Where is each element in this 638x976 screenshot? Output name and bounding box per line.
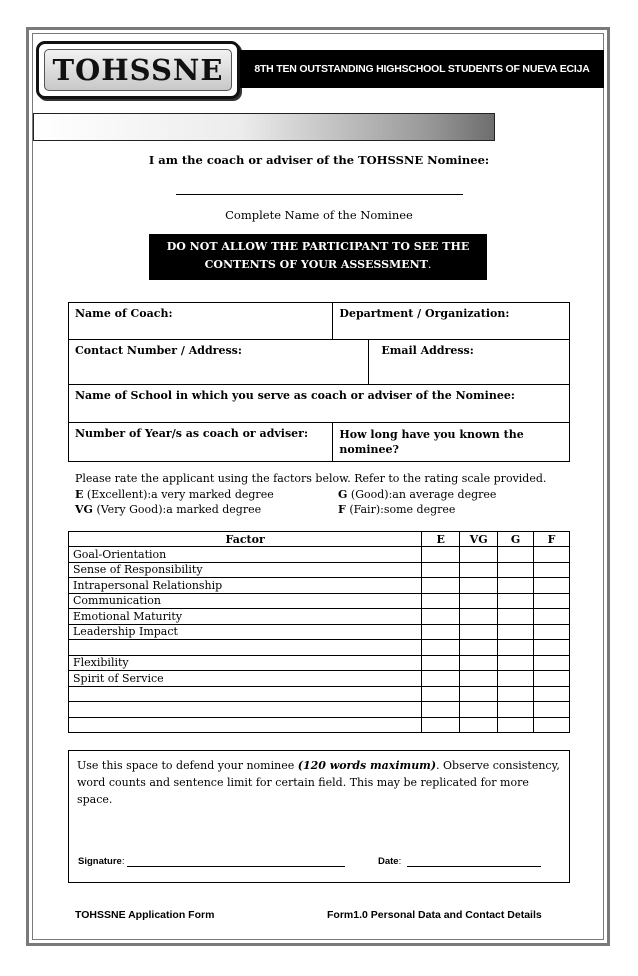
scale-vg <box>75 503 261 516</box>
rating-cell-vg[interactable] <box>460 547 498 563</box>
factor-label <box>69 702 422 718</box>
rating-cell-e[interactable] <box>422 562 460 578</box>
rating-cell-e[interactable] <box>422 655 460 671</box>
rating-cell-g[interactable] <box>498 655 534 671</box>
rating-cell-vg[interactable] <box>460 686 498 702</box>
rating-cell-f[interactable] <box>534 655 570 671</box>
date-line[interactable] <box>407 866 541 867</box>
rating-cell-g[interactable] <box>498 547 534 563</box>
scale-e <box>75 488 274 501</box>
signature-line[interactable] <box>127 866 345 867</box>
footer-right: Form1.0 Personal Data and Contact Details <box>327 909 542 921</box>
rating-cell-g[interactable] <box>498 609 534 625</box>
factor-row <box>69 593 570 609</box>
rating-cell-vg[interactable] <box>460 640 498 656</box>
rating-cell-e[interactable] <box>422 671 460 687</box>
years-field[interactable]: Number of Year/s as coach or adviser: <box>69 423 333 462</box>
defend-text-before: Use this space to defend your nominee <box>77 759 298 772</box>
rating-cell-f[interactable] <box>534 702 570 718</box>
rating-cell-f[interactable] <box>534 562 570 578</box>
footer-left: TOHSSNE Application Form <box>75 909 215 921</box>
nominee-name-caption: Complete Name of the Nominee <box>225 208 413 222</box>
header-banner <box>240 50 604 88</box>
rating-cell-g[interactable] <box>498 640 534 656</box>
factor-label: Communication <box>69 593 422 609</box>
rating-cell-f[interactable] <box>534 640 570 656</box>
scale-e-desc: (Excellent):a very marked degree <box>86 487 274 501</box>
factor-row <box>69 655 570 671</box>
rating-cell-f[interactable] <box>534 671 570 687</box>
name-of-coach-field[interactable]: Name of Coach: <box>69 303 333 340</box>
email-field[interactable]: Email Address: <box>369 340 570 385</box>
factor-row <box>69 686 570 702</box>
factor-table-body <box>69 547 570 733</box>
rating-cell-vg[interactable] <box>460 671 498 687</box>
factor-row <box>69 624 570 640</box>
warning-period: . <box>427 258 432 271</box>
rating-cell-f[interactable] <box>534 547 570 563</box>
how-long-field[interactable]: How long have you known the nominee? <box>333 423 570 462</box>
rating-cell-g[interactable] <box>498 562 534 578</box>
warning-line-1: DO NOT ALLOW THE PARTICIPANT TO SEE THE <box>166 240 470 253</box>
signature-label: Signature <box>78 856 122 867</box>
factor-rating-table <box>68 531 570 733</box>
rating-cell-f[interactable] <box>534 578 570 594</box>
contact-field[interactable]: Contact Number / Address: <box>69 340 369 385</box>
rating-cell-vg[interactable] <box>460 655 498 671</box>
department-field[interactable]: Department / Organization: <box>333 303 570 340</box>
scale-vg-code: VG <box>75 503 93 516</box>
factor-label <box>69 640 422 656</box>
coach-info-table <box>68 302 570 462</box>
date-label: Date <box>378 856 399 867</box>
factor-row <box>69 547 570 563</box>
rating-cell-f[interactable] <box>534 624 570 640</box>
factor-row <box>69 562 570 578</box>
rating-cell-g[interactable] <box>498 671 534 687</box>
factor-row <box>69 609 570 625</box>
header-factor: Factor <box>69 532 422 547</box>
header-e: E <box>422 532 460 547</box>
factor-row <box>69 640 570 656</box>
defend-emphasis: (120 words maximum) <box>297 759 437 772</box>
rating-cell-vg[interactable] <box>460 593 498 609</box>
factor-label: Spirit of Service <box>69 671 422 687</box>
scale-f-desc: (Fair):some degree <box>349 503 456 516</box>
factor-row <box>69 578 570 594</box>
factor-label: Goal-Orientation <box>69 547 422 563</box>
gradient-divider-bar <box>33 113 495 141</box>
rating-instructions-text: Please rate the applicant using the factors below. Refer to the rating scale provided. <box>75 472 547 485</box>
factor-row <box>69 671 570 687</box>
scale-f-code: F <box>338 503 346 516</box>
scale-f <box>338 502 455 518</box>
rating-scale-row-2 <box>75 502 546 518</box>
scale-g-desc: (Good):an average degree <box>350 487 497 501</box>
rating-cell-vg[interactable] <box>460 702 498 718</box>
factor-label: Intrapersonal Relationship <box>69 578 422 594</box>
warning-line-2-text: CONTENTS OF YOUR ASSESSMENT <box>204 258 428 271</box>
rating-cell-e[interactable] <box>422 593 460 609</box>
rating-cell-f[interactable] <box>534 686 570 702</box>
rating-cell-e[interactable] <box>422 640 460 656</box>
factor-row <box>69 702 570 718</box>
logo-text: TOHSSNE <box>52 53 224 87</box>
header-vg: VG <box>460 532 498 547</box>
scale-vg-desc: (Very Good):a marked degree <box>96 503 262 516</box>
rating-cell-e[interactable] <box>422 686 460 702</box>
signature-row: Signature: <box>78 856 345 867</box>
rating-instructions <box>75 471 546 518</box>
rating-cell-e[interactable] <box>422 702 460 718</box>
warning-line-2 <box>149 256 487 274</box>
school-field[interactable]: Name of School in which you serve as coach or adviser of the Nominee: <box>69 385 570 423</box>
factor-label: Emotional Maturity <box>69 609 422 625</box>
rating-scale-row-1 <box>75 487 546 503</box>
rating-cell-g[interactable] <box>498 702 534 718</box>
header-g: G <box>498 532 534 547</box>
rating-cell-e[interactable] <box>422 717 460 733</box>
rating-cell-f[interactable] <box>534 593 570 609</box>
scale-e-code: E <box>75 487 84 501</box>
rating-cell-vg[interactable] <box>460 609 498 625</box>
warning-box <box>149 234 487 280</box>
header-f: F <box>534 532 570 547</box>
header-banner-text: 8TH TEN OUTSTANDING HIGHSCHOOL STUDENTS OF NUEVA ECIJA <box>254 63 590 75</box>
rating-cell-g[interactable] <box>498 686 534 702</box>
rating-cell-vg[interactable] <box>460 578 498 594</box>
factor-label: Flexibility <box>69 655 422 671</box>
rating-cell-g[interactable] <box>498 593 534 609</box>
rating-cell-e[interactable] <box>422 578 460 594</box>
rating-cell-f[interactable] <box>534 717 570 733</box>
rating-cell-e[interactable] <box>422 624 460 640</box>
rating-cell-vg[interactable] <box>460 717 498 733</box>
factor-label <box>69 686 422 702</box>
date-row: Date: <box>378 856 541 867</box>
rating-cell-vg[interactable] <box>460 624 498 640</box>
coach-statement: I am the coach or adviser of the TOHSSNE Nominee: <box>148 153 490 167</box>
rating-cell-g[interactable] <box>498 578 534 594</box>
factor-label <box>69 717 422 733</box>
rating-cell-g[interactable] <box>498 717 534 733</box>
defend-text-after: . Observe consistency, word counts and sentence limit for certain field. This may be replicated for more space. <box>77 759 560 806</box>
rating-cell-e[interactable] <box>422 609 460 625</box>
rating-cell-f[interactable] <box>534 609 570 625</box>
nominee-name-line[interactable] <box>176 194 463 195</box>
rating-cell-vg[interactable] <box>460 562 498 578</box>
rating-cell-g[interactable] <box>498 624 534 640</box>
factor-label: Sense of Responsibility <box>69 562 422 578</box>
rating-cell-e[interactable] <box>422 547 460 563</box>
tohssne-logo <box>36 41 240 99</box>
factor-label: Leadership Impact <box>69 624 422 640</box>
scale-g <box>338 487 496 503</box>
scale-g-code: G <box>338 487 348 501</box>
factor-row <box>69 717 570 733</box>
